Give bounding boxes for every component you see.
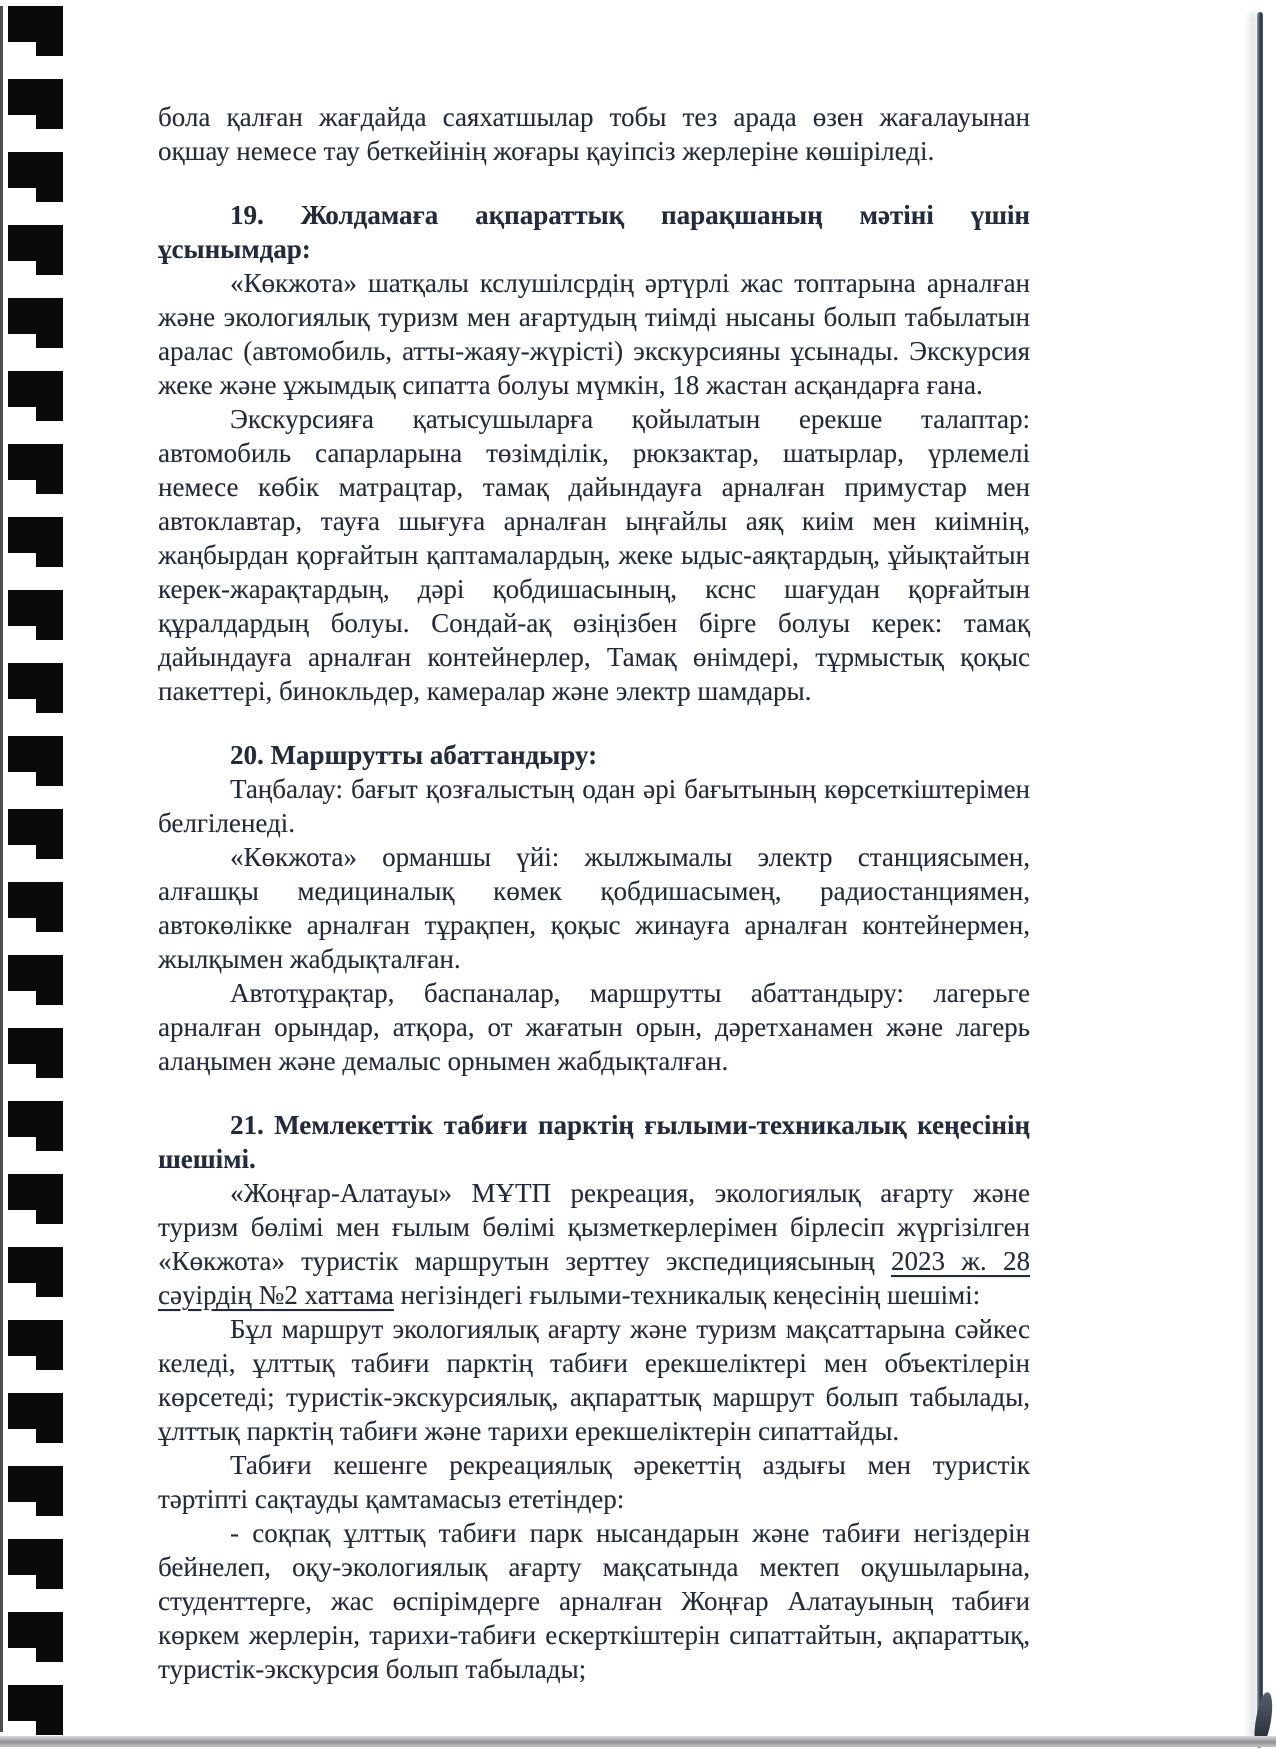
document-text [158,100,1030,1686]
section-19-heading: 19. Жолдамаға ақпараттық парақшаның мәтіні үшін ұсынымдар: [158,200,1030,264]
intro-paragraph: бола қалған жағдайда саяхатшылар тобы тез арада өзен жағалауынан оқшау немесе тау беткейінің жоғары қауіпсіз жерлеріне көшіріледі. [158,102,1030,166]
scan-edge-shadow [0,1736,1276,1747]
section-20-heading: 20. Маршрутты абаттандыру: [230,740,598,770]
section-20-paragraph-2: «Көкжота» орманшы үйі: жылжымалы электр станциясымен, алғашқы медициналық көмек қобдишасымең, радиостанциямен, автокөлікке арналған тұрақпен, қоқыс жинауға арналған контейнермен, жылқымен жабдықталған. [158,842,1030,974]
section-21-p1-text-after: негізіндегі ғылыми-техникалық кеңесінің шешімі: [393,1280,981,1310]
section-21-p1-underlined-protocol-ref: 2023 ж. 28 сәуірдің №2 хаттама [158,1246,1031,1310]
section-19-paragraph-1: «Көкжота» шатқалы кслушілсрдің әртүрлі жас топтарына арналған және экологиялық туризм мен ағартудың тиімді нысаны болып табылатын аралас (автомобиль, атты-жаяу-жүрісті) экскурсияны ұсынады. Экскурсия жеке және ұжымдық сипатта болуы мүмкін, 18 жастан асқандарға ғана. [158,268,1030,400]
section-21-paragraph-1 [158,1176,1030,1312]
section-20-paragraph-3: Автотұрақтар, баспаналар, маршрутты абаттандыру: лагерьге арналған орындар, атқора, от жағатын орын, дәретханамен және лагерь алаңымен және демалыс орнымен жабдықталған. [158,978,1030,1076]
section-21-heading: 21. Мемлекеттік табиғи парктің ғылыми-техникалық кеңесінің шешімі. [158,1110,1030,1174]
comb-binding [0,6,66,1736]
section-21-paragraph-3: Табиғи кешенге рекреациялық әрекеттің аздығы мен туристік тәртіпті сақтауды қамтамасыз ететіндер: [158,1450,1030,1514]
section-19-paragraph-2: Экскурсияға қатысушыларға қойылатын ерекше талаптар: автомобиль сапарларына төзімділік, рюкзактар, шатырлар, үрлемелі немесе көбік матрацтар, тамақ дайындауға арналған примустар мен автоклавтар, тауға шығуға арналған ыңғайлы аяқ киім мен киімнің, жаңбырдан қорғайтын қаптамалардың, жеке ыдыс-аяқтардың, ұйықтайтын керек-жарақтардың, дәрі қобдишасының, кснс шағудан қорғайтын құралдардың болуы. Сондай-ақ өзіңізбен бірге болуы керек: тамақ дайындауға арналған контейнерлер, Тамақ өнімдері, тұрмыстық қоқыс пакеттері, бинокльдер, камералар және электр шамдары. [158,404,1030,706]
section-21-paragraph-2: Бұл маршрут экологиялық ағарту және туризм мақсаттарына сәйкес келеді, ұлттық табиғи парктің табиғи ерекшеліктері мен объектілерін көрсетеді; туристік-экскурсиялық, ақпараттық маршрут болып табылады, ұлттық парктің табиғи және тарихи ерекшеліктерін сипаттайды. [158,1314,1030,1446]
section-21-paragraph-4: - соқпақ ұлттық табиғи парк нысандарын және табиғи негіздерін бейнелеп, оқу-экологиялық ағарту мақсатында мектеп оқушыларына, студенттерге, жас өспірімдерге арналған Жоңғар Алатауының табиғи көркем жерлерін, тарихи-табиғи ескерткіштерін сипаттайтын, ақпараттық, туристік-экскурсия болып табылады; [158,1518,1030,1684]
page-edge-line [1257,12,1263,1742]
section-21-p1-text: «Жоңғар-Алатауы» МҰТП рекреация, экологиялық ағарту және туризм бөлімі мен ғылым бөлімі қызметкерлерімен бірлесіп жүргізілген «Көкжота» туристік маршрутын зерттеу экспедициясының [158,1178,1030,1276]
section-20-paragraph-1: Таңбалау: бағыт қозғалыстың одан әрі бағытының көрсеткіштерімен белгіленеді. [158,774,1030,838]
